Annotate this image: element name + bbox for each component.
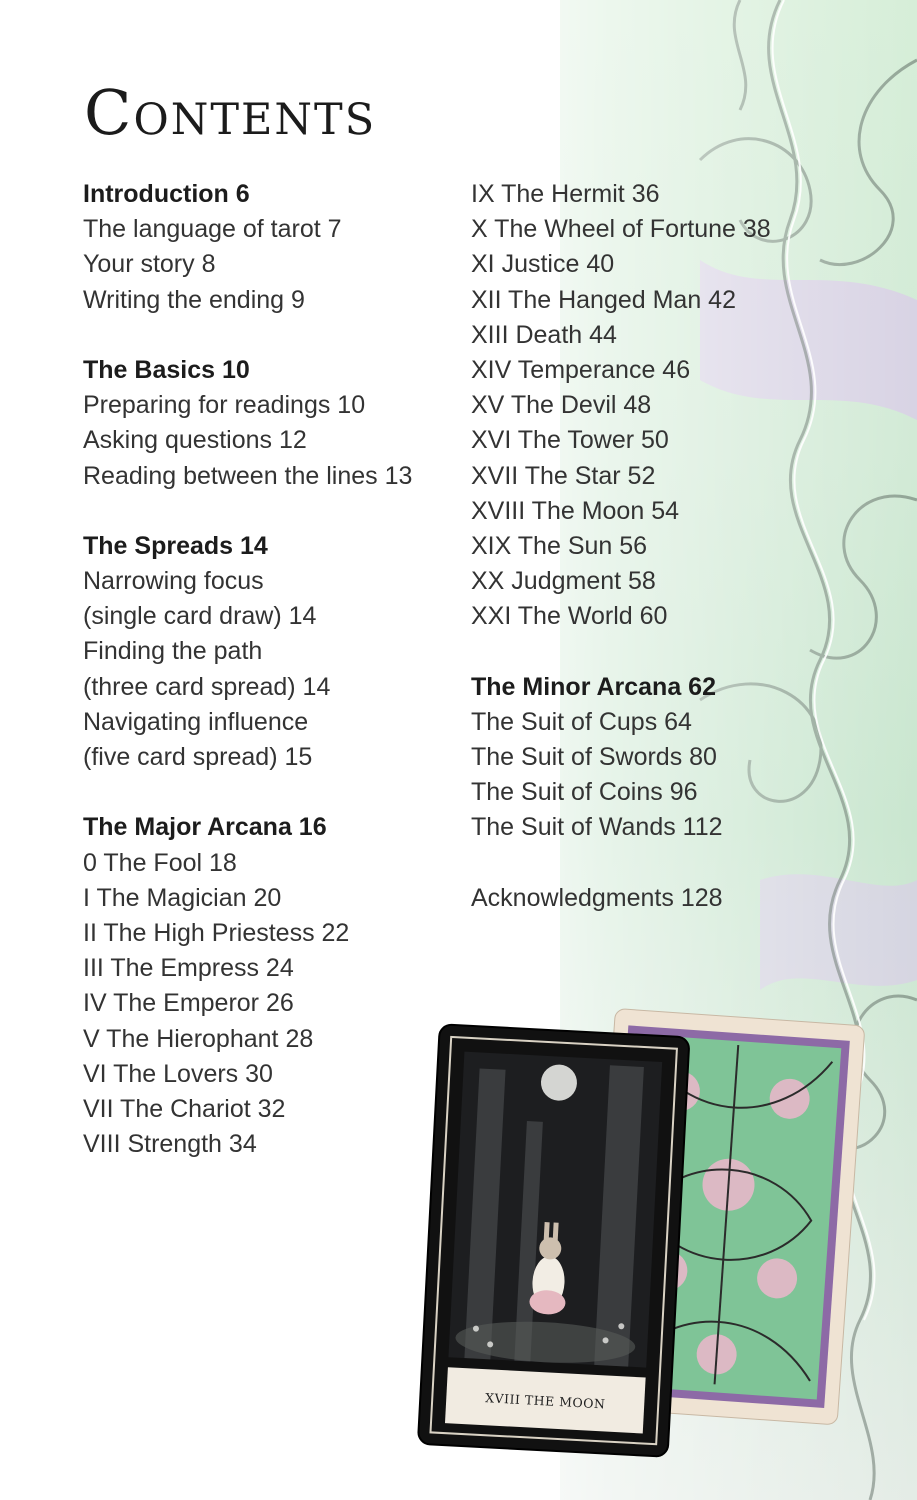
- toc-entry: XIII Death 44: [471, 320, 617, 349]
- toc-entry: XX Judgment 58: [471, 567, 656, 596]
- toc-entry: (three card spread) 14: [83, 672, 331, 701]
- toc-entry: XVIII The Moon 54: [471, 496, 679, 525]
- toc-entry: XII The Hanged Man 42: [471, 285, 736, 314]
- section-gap: [471, 634, 851, 669]
- toc-entry: (five card spread) 15: [83, 743, 313, 771]
- toc-right-column: [471, 177, 851, 916]
- section-gap: [83, 494, 463, 529]
- toc-entry: VIII Strength 34: [83, 1130, 257, 1159]
- toc-entry: IV The Emperor 26: [83, 989, 294, 1018]
- toc-entry: 0 The Fool 18: [83, 848, 237, 877]
- toc-section-heading: The Spreads 14: [83, 531, 268, 560]
- toc-entry: Finding the path: [83, 637, 263, 666]
- toc-section-heading: The Minor Arcana 62: [471, 672, 716, 701]
- toc-entry: The language of tarot 7: [83, 215, 342, 244]
- toc-entry: XXI The World 60: [471, 602, 668, 631]
- toc-entry: Writing the ending 9: [83, 285, 305, 314]
- toc-entry: (single card draw) 14: [83, 602, 317, 631]
- toc-entry: Narrowing focus: [83, 567, 264, 596]
- toc-entry: V The Hierophant 28: [83, 1024, 314, 1053]
- toc-entry: XIV Temperance 46: [471, 355, 691, 384]
- toc-entry: The Suit of Swords 80: [471, 743, 717, 771]
- toc-entry: III The Empress 24: [83, 954, 294, 983]
- toc-entry: XV The Devil 48: [471, 391, 652, 420]
- card-caption: XVIII THE MOON: [484, 1390, 606, 1412]
- toc-section-heading: The Basics 10: [83, 355, 250, 384]
- toc-entry: The Suit of Coins 96: [471, 778, 698, 807]
- toc-entry: The Suit of Wands 112: [471, 813, 723, 842]
- toc-entry: Your story 8: [83, 250, 216, 279]
- toc-entry: I The Magician 20: [83, 883, 282, 912]
- toc-section-heading: The Major Arcana 16: [83, 813, 327, 842]
- toc-entry: Navigating influence: [83, 707, 309, 736]
- toc-entry: Reading between the lines 13: [83, 461, 413, 490]
- toc-entry: The Suit of Cups 64: [471, 707, 692, 736]
- toc-entry: VI The Lovers 30: [83, 1059, 273, 1088]
- toc-entry: XIX The Sun 56: [471, 531, 648, 560]
- toc-entry: XVI The Tower 50: [471, 426, 669, 455]
- section-gap: [471, 846, 851, 881]
- section-gap: [83, 318, 463, 353]
- toc-entry: II The High Priestess 22: [83, 918, 350, 947]
- toc-entry: VII The Chariot 32: [83, 1094, 286, 1123]
- section-gap: [83, 775, 463, 810]
- card-front: [418, 1024, 690, 1457]
- toc-entry: X The Wheel of Fortune 38: [471, 215, 771, 244]
- toc-entry: Asking questions 12: [83, 426, 307, 455]
- toc-entry: XI Justice 40: [471, 250, 615, 279]
- toc-entry: Preparing for readings 10: [83, 391, 366, 420]
- page-title: Contents: [84, 76, 377, 149]
- toc-entry: IX The Hermit 36: [471, 180, 660, 208]
- tarot-cards-illustration: [400, 1005, 880, 1475]
- toc-section-heading: Introduction 6: [83, 180, 250, 208]
- toc-entry: Acknowledgments 128: [471, 883, 723, 912]
- toc-entry: XVII The Star 52: [471, 461, 656, 490]
